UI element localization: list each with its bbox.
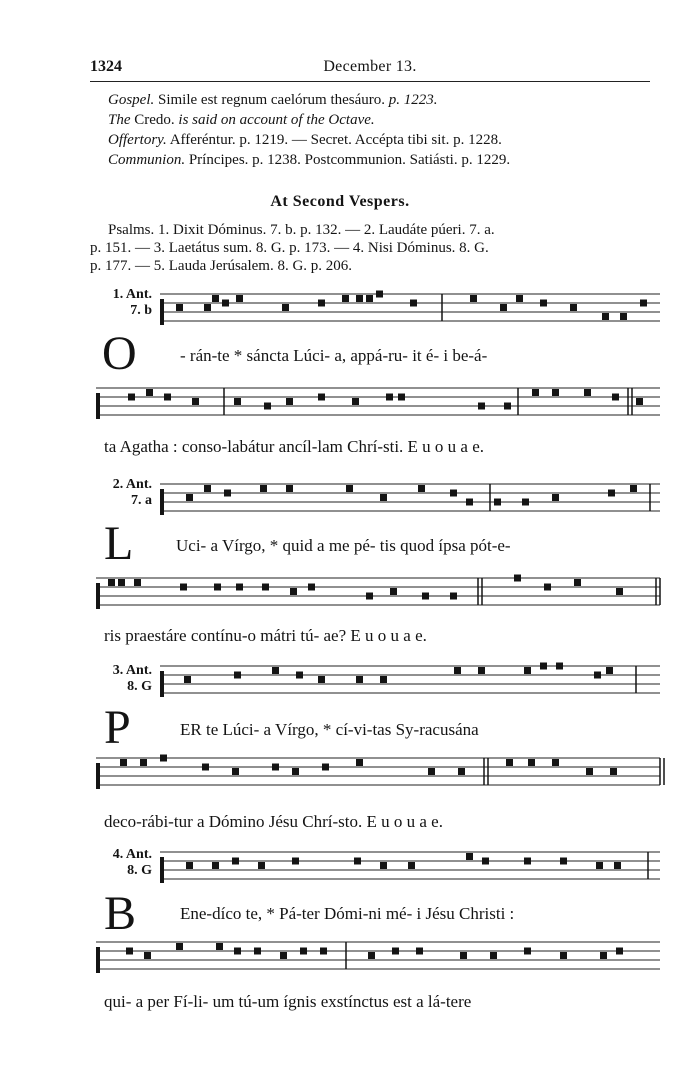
staff-5 (0, 656, 680, 716)
offertory-text: Afferéntur. (169, 132, 236, 148)
neume (386, 394, 393, 401)
neume (120, 759, 127, 766)
offertory-ref: p. 1219. — Secret. Accépta tibi sit. p. 1228. (239, 132, 502, 148)
neume (466, 499, 473, 506)
neume (594, 672, 601, 679)
neume (356, 295, 363, 302)
neume (236, 295, 243, 302)
neume (212, 295, 219, 302)
antiphon-1-mode: 7. b (130, 303, 152, 318)
staff-4 (0, 568, 680, 628)
communion-line (108, 152, 510, 169)
neume (574, 579, 581, 586)
page-title: December 13. (323, 58, 417, 75)
psalms-line-2: p. 151. — 3. Laetátus sum. 8. G. p. 173. — 4. Nisi Dóminus. 8. G. (90, 240, 489, 256)
neume (504, 403, 511, 410)
antiphon-1-lyric-1: - rán-te * sáncta Lúci- a, appá-ru- it é- i be-á- (180, 346, 488, 365)
neume (596, 862, 603, 869)
neume (616, 588, 623, 595)
neume (586, 768, 593, 775)
neume (602, 313, 609, 320)
clef-mark (160, 857, 164, 883)
antiphon-2-lyric-1: Uci- a Vírgo, * quid a me pé- tis quod ípsa pót-e- (176, 536, 511, 555)
neume (118, 579, 125, 586)
neume (416, 948, 423, 955)
neume (640, 300, 647, 307)
antiphon-3-lyric-1: ER te Lúci- a Vírgo, * cí-vi-tas Sy-racusána (180, 720, 479, 739)
neume (516, 295, 523, 302)
neume (494, 499, 501, 506)
neume (636, 398, 643, 405)
neume (506, 759, 513, 766)
neume (164, 394, 171, 401)
neume (236, 584, 243, 591)
neume (366, 593, 373, 600)
neume (532, 389, 539, 396)
neume (450, 490, 457, 497)
neume (318, 394, 325, 401)
gospel-line (108, 92, 438, 109)
neume (224, 490, 231, 497)
neume (320, 948, 327, 955)
antiphon-3-mode: 8. G (127, 679, 152, 694)
neume (514, 575, 521, 582)
neume (380, 862, 387, 869)
neume (234, 948, 241, 955)
offertory-label: Offertory. (108, 132, 167, 148)
neume (606, 667, 613, 674)
neume (560, 952, 567, 959)
neume (260, 485, 267, 492)
neume (544, 584, 551, 591)
neume (616, 948, 623, 955)
neume (478, 667, 485, 674)
credo-line (108, 112, 375, 129)
neume (186, 862, 193, 869)
neume (552, 494, 559, 501)
clef-mark (96, 583, 100, 609)
clef-mark (160, 489, 164, 515)
neume (552, 389, 559, 396)
neume (458, 768, 465, 775)
neume (392, 948, 399, 955)
neume (342, 295, 349, 302)
neume (212, 862, 219, 869)
neume (234, 672, 241, 679)
neume (380, 676, 387, 683)
neume (280, 952, 287, 959)
neume (390, 588, 397, 595)
neume (398, 394, 405, 401)
communion-text: Príncipes. (188, 152, 249, 168)
neume (318, 300, 325, 307)
neume (418, 485, 425, 492)
neume (192, 398, 199, 405)
neume (202, 764, 209, 771)
neume (490, 952, 497, 959)
neume (478, 403, 485, 410)
neume (300, 948, 307, 955)
neume (428, 768, 435, 775)
gospel-label: Gospel. (108, 92, 155, 108)
credo-label: The (108, 112, 131, 128)
neume (204, 304, 211, 311)
neume (128, 394, 135, 401)
neume (556, 663, 563, 670)
neume (614, 862, 621, 869)
neume (528, 759, 535, 766)
neume (186, 494, 193, 501)
neume (540, 663, 547, 670)
neume (180, 584, 187, 591)
neume (234, 398, 241, 405)
neume (144, 952, 151, 959)
antiphon-2-number: 2. Ant. (112, 477, 152, 492)
antiphon-1-number: 1. Ant. (112, 287, 152, 302)
credo-text: Credo. (134, 112, 175, 128)
neume (134, 579, 141, 586)
antiphon-3-lyric-2: deco-rábi-tur a Dómino Jésu Chrí-sto. E u o u a e. (104, 812, 443, 831)
antiphon-2-mode: 7. a (131, 493, 152, 508)
neume (608, 490, 615, 497)
neume (552, 759, 559, 766)
neume (140, 759, 147, 766)
neume (376, 291, 383, 298)
neume (540, 300, 547, 307)
neume (272, 667, 279, 674)
gospel-text: Simile est regnum caelórum thesáuro. (158, 92, 386, 108)
staff-8 (0, 932, 680, 992)
gospel-ref: p. 1223. (388, 92, 438, 108)
neume (524, 858, 531, 865)
neume (466, 853, 473, 860)
neume (222, 300, 229, 307)
neume (630, 485, 637, 492)
neume (322, 764, 329, 771)
neume (264, 403, 271, 410)
neume (126, 948, 133, 955)
section-title: At Second Vespers. (270, 193, 410, 210)
neume (460, 952, 467, 959)
neume (368, 952, 375, 959)
neume (524, 667, 531, 674)
neume (184, 676, 191, 683)
psalms-line-1: Psalms. 1. Dixit Dóminus. 7. b. p. 132. — 2. Laudáte púeri. 7. a. (108, 222, 495, 238)
neume (176, 943, 183, 950)
page-number: 1324 (90, 58, 122, 75)
neume (346, 485, 353, 492)
neume (160, 755, 167, 762)
clef-mark (160, 671, 164, 697)
neume (176, 304, 183, 311)
neume (146, 389, 153, 396)
neume (290, 588, 297, 595)
neume (356, 759, 363, 766)
neume (408, 862, 415, 869)
neume (524, 948, 531, 955)
neume (204, 485, 211, 492)
antiphon-4-number: 4. Ant. (112, 847, 152, 862)
neume (108, 579, 115, 586)
neume (354, 858, 361, 865)
neume (232, 858, 239, 865)
psalms-line-3: p. 177. — 5. Lauda Jerúsalem. 8. G. p. 206. (90, 258, 353, 274)
antiphon-4-lyric-2: qui- a per Fí-li- um tú-um ígnis exstínctus est a lá-tere (104, 992, 472, 1011)
neume (292, 768, 299, 775)
neume (522, 499, 529, 506)
neume (482, 858, 489, 865)
neume (366, 295, 373, 302)
neume (410, 300, 417, 307)
neume (450, 593, 457, 600)
neume (286, 485, 293, 492)
neume (570, 304, 577, 311)
neume (584, 389, 591, 396)
neume (296, 672, 303, 679)
neume (380, 494, 387, 501)
antiphon-4-lyric-1: Ene-díco te, * Pá-ter Dómi-ni mé- i Jésu Christi : (180, 904, 515, 923)
staff-6 (0, 748, 680, 808)
staff-2 (0, 378, 680, 438)
neume (216, 943, 223, 950)
antiphon-2-lyric-2: ris praestáre contínu-o mátri tú- ae? E u o u a e. (104, 626, 427, 645)
clef-mark (160, 299, 164, 325)
neume (292, 858, 299, 865)
antiphon-3-number: 3. Ant. (112, 663, 152, 678)
antiphon-4-initial: B (104, 887, 137, 940)
neume (500, 304, 507, 311)
neume (470, 295, 477, 302)
neume (612, 394, 619, 401)
antiphon-2-initial: L (104, 517, 134, 570)
antiphon-1-lyric-2: ta Agatha : conso-labátur ancíl-lam Chrí-sti. E u o u a e. (104, 437, 485, 456)
communion-label: Communion. (108, 152, 186, 168)
header-rule (90, 81, 650, 82)
antiphon-1-initial: O (102, 327, 137, 380)
clef-mark (96, 947, 100, 973)
neume (454, 667, 461, 674)
neume (610, 768, 617, 775)
neume (422, 593, 429, 600)
staff-3 (0, 474, 680, 534)
neume (318, 676, 325, 683)
neume (282, 304, 289, 311)
neume (600, 952, 607, 959)
communion-ref: p. 1238. Postcommunion. Satiásti. p. 1229. (252, 152, 511, 168)
staff-7 (0, 842, 680, 902)
antiphon-3-initial: P (104, 701, 131, 754)
neume (356, 676, 363, 683)
credo-note: is said on account of the Octave. (178, 112, 375, 128)
antiphon-4-mode: 8. G (127, 863, 152, 878)
neume (352, 398, 359, 405)
neume (560, 858, 567, 865)
neume (620, 313, 627, 320)
offertory-line (108, 132, 502, 149)
neume (232, 768, 239, 775)
neume (258, 862, 265, 869)
neume (308, 584, 315, 591)
clef-mark (96, 393, 100, 419)
neume (214, 584, 221, 591)
clef-mark (96, 763, 100, 789)
neume (254, 948, 261, 955)
running-header (90, 58, 650, 78)
neume (262, 584, 269, 591)
neume (272, 764, 279, 771)
neume (286, 398, 293, 405)
